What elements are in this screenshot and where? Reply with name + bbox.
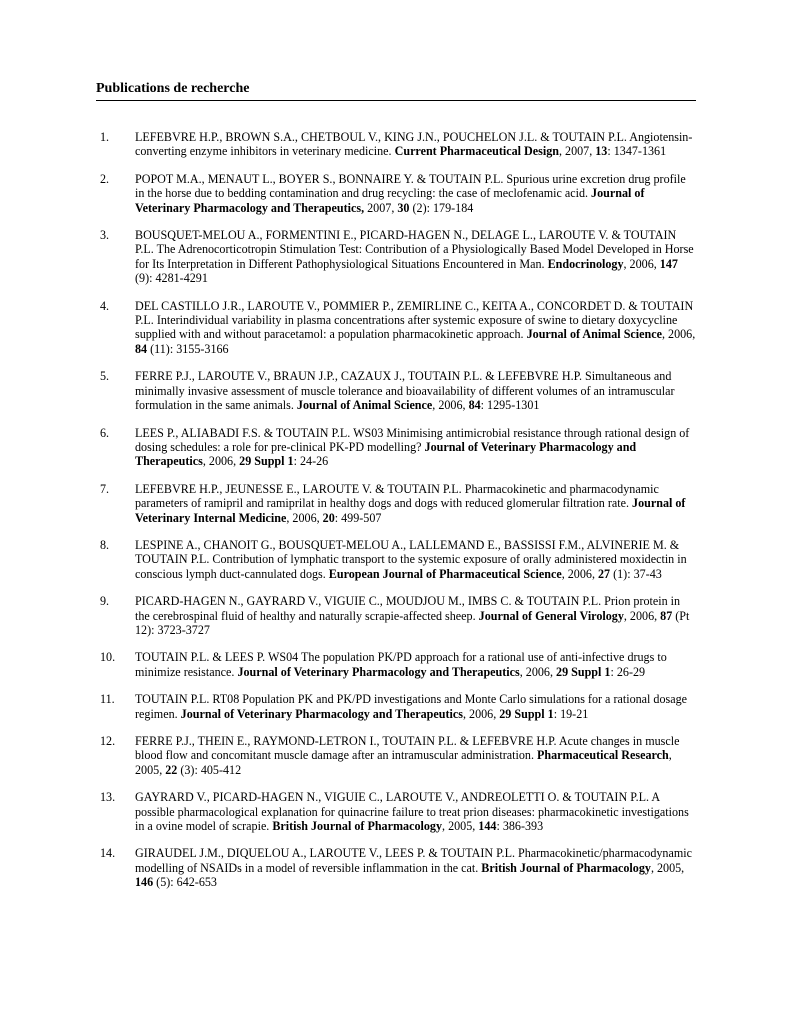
journal-name: Journal of Veterinary Pharmacology and Therapeutics (135, 439, 637, 469)
citation-pages: : 19-21 (553, 706, 589, 721)
journal-volume: 84 (468, 398, 481, 413)
publication-item (96, 846, 696, 889)
citation-year: , 2006, (661, 327, 696, 342)
publication-number: 3. (100, 228, 110, 243)
citation-pages: (9): 4281-4291 (135, 271, 208, 286)
publication-citation (135, 734, 696, 777)
publication-number: 1. (100, 130, 110, 144)
journal-name: Journal of Animal Science (296, 398, 433, 413)
publication-citation (135, 538, 696, 581)
citation-pages: (5): 642-653 (153, 875, 217, 890)
journal-volume: 147 (659, 256, 678, 271)
citation-text: BOUSQUET-MELOU A., FORMENTINI E., PICARD-HAGEN N., DELAGE L., LAROUTE V. & TOUTAIN P.L. The Adrenocorticotropin Stimulation Test: Contribution of a Physiologically Based Model Developed in Horse for Its Interpretation in Different Pathophysiological Situations Encountered in Man. (135, 228, 694, 271)
citation-text: GIRAUDEL J.M., DIQUELOU A., LAROUTE V., LEES P. & TOUTAIN P.L. Pharmacokinetic/pharmacodynamic modelling of NSAIDs in a model of reversible inflammation in the cat. (135, 846, 692, 875)
publication-number: 4. (100, 298, 110, 313)
journal-volume: 29 Suppl 1 (556, 664, 611, 679)
publication-citation (135, 426, 696, 469)
citation-pages: : 26-29 (610, 664, 646, 679)
journal-name: Journal of Veterinary Pharmacology and Therapeutics, (135, 186, 645, 215)
publication-item (96, 482, 696, 525)
citation-text: TOUTAIN P.L. & LEES P. WS04 The population PK/PD approach for a rational use of anti-infective drugs to minimize resistance. (135, 650, 667, 679)
citation-pages: (11): 3155-3166 (147, 341, 229, 356)
citation-pages: : 499-507 (334, 510, 382, 525)
publication-item (96, 369, 696, 412)
publication-citation (135, 594, 696, 637)
page-title: Publications de recherche (96, 80, 696, 101)
journal-name: Journal of General Virology (478, 608, 624, 623)
publication-citation (135, 172, 696, 215)
citation-year: , 2007, (558, 144, 596, 159)
citation-pages: (3): 405-412 (177, 762, 242, 777)
journal-volume: 27 (597, 566, 611, 581)
publication-citation (135, 482, 696, 525)
publication-item (96, 299, 696, 357)
journal-name: Journal of Veterinary Internal Medicine (135, 496, 686, 525)
citation-text: LEFEBVRE H.P., JEUNESSE E., LAROUTE V. & TOUTAIN P.L. Pharmacokinetic and pharmacodynamic parameters of ramipril and ramiprilat in healthy dogs and dogs with reduced glomerular filtration rate. (135, 481, 659, 511)
publication-item (96, 172, 696, 215)
publication-number: 11. (100, 692, 115, 707)
publication-citation (135, 790, 696, 833)
publication-item (96, 228, 696, 286)
citation-text: PICARD-HAGEN N., GAYRARD V., VIGUIE C., MOUDJOU M., IMBS C. & TOUTAIN P.L. Prion protein in the cerebrospinal fluid of healthy and naturally scrapie-affected sheep. (135, 594, 681, 623)
citation-year: 2007, (364, 200, 398, 215)
citation-pages: : 1347-1361 (607, 144, 667, 159)
publication-item (96, 130, 696, 159)
citation-year: , 2005, (135, 748, 672, 777)
citation-year: , 2006, (432, 398, 469, 413)
publication-item (96, 692, 696, 721)
publication-number: 10. (100, 650, 116, 665)
publication-number: 12. (100, 734, 116, 748)
journal-volume: 29 Suppl 1 (499, 706, 554, 721)
journal-volume: 29 Suppl 1 (239, 454, 294, 469)
publication-number: 13. (100, 790, 116, 805)
publication-citation (135, 299, 696, 357)
citation-text: POPOT M.A., MENAUT L., BOYER S., BONNAIRE Y. & TOUTAIN P.L. Spurious urine excretion drug profile in the horse due to bedding contamination and drug recycling: the case of meclofenamic acid. (135, 171, 686, 201)
journal-name: Endocrinology (547, 256, 624, 271)
publication-citation (135, 846, 696, 889)
publication-number: 14. (100, 846, 116, 861)
journal-name: British Journal of Pharmacology (481, 860, 651, 875)
citation-year: , 2006, (623, 608, 661, 623)
journal-volume: 146 (135, 875, 154, 890)
publication-citation (135, 369, 696, 412)
citation-year: , 2006, (202, 454, 240, 469)
publication-citation (135, 692, 696, 721)
publication-item (96, 426, 696, 469)
publication-number: 5. (100, 369, 110, 384)
citation-year: , 2006, (462, 706, 500, 721)
citation-year: , 2005, (650, 860, 685, 875)
publication-number: 8. (100, 537, 110, 552)
citation-text: FERRE P.J., THEIN E., RAYMOND-LETRON I., TOUTAIN P.L. & LEFEBVRE H.P. Acute changes in muscle blood flow and concomitant muscle damage after an intramuscular administration. (135, 734, 680, 763)
journal-name: Journal of Animal Science (526, 327, 662, 342)
publication-number: 9. (100, 594, 110, 609)
citation-year: , 2006, (286, 510, 323, 525)
journal-volume: 144 (478, 819, 497, 834)
citation-text: TOUTAIN P.L. RT08 Population PK and PK/PD investigations and Monte Carlo simulations for a rational dosage regimen. (135, 692, 687, 721)
publication-number: 7. (100, 481, 110, 496)
citation-text: LEFEBVRE H.P., BROWN S.A., CHETBOUL V., KING J.N., POUCHELON J.L. & TOUTAIN P.L. Angiotensin-converting enzyme inhibitors in veterinary medicine. (135, 130, 693, 159)
journal-volume: 22 (165, 762, 178, 777)
citation-pages: : 24-26 (293, 454, 329, 469)
journal-name: British Journal of Pharmacology (272, 819, 443, 834)
journal-volume: 30 (397, 200, 410, 215)
journal-volume: 87 (660, 608, 673, 623)
journal-name: Pharmaceutical Research (537, 748, 669, 763)
journal-name: Journal of Veterinary Pharmacology and Therapeutics (237, 664, 520, 679)
journal-volume: 13 (595, 144, 608, 159)
journal-name: European Journal of Pharmaceutical Science (328, 566, 562, 581)
publication-item (96, 594, 696, 637)
citation-pages: (1): 37-43 (610, 566, 662, 581)
publication-item (96, 650, 696, 679)
publication-list (96, 130, 696, 890)
citation-pages: (Pt 12): 3723-3727 (135, 608, 690, 637)
citation-text: GAYRARD V., PICARD-HAGEN N., VIGUIE C., LAROUTE V., ANDREOLETTI O. & TOUTAIN P.L. A possible pharmacological explanation for quinacrine failure to treat prion diseases: pharmacokinetic investigations in a ovine model of scrapie. (135, 790, 689, 834)
citation-text: LEES P., ALIABADI F.S. & TOUTAIN P.L. WS03 Minimising antimicrobial resistance through rational design of dosing schedules: a role for pre-clinical PK-PD modelling? (135, 425, 690, 454)
publication-number: 6. (100, 425, 110, 440)
publication-citation (135, 130, 696, 159)
citation-text: LESPINE A., CHANOIT G., BOUSQUET-MELOU A., LALLEMAND E., BASSISSI F.M., ALVINERIE M. & TOUTAIN P.L. Contribution of lymphatic transport to the systemic exposure of orally administered moxidectin in conscious lymph duct-cannulated dogs. (135, 537, 687, 581)
journal-name: Journal of Veterinary Pharmacology and Therapeutics (180, 706, 463, 721)
publication-citation (135, 650, 696, 679)
citation-text: FERRE P.J., LAROUTE V., BRAUN J.P., CAZAUX J., TOUTAIN P.L. & LEFEBVRE H.P. Simultaneous and minimally invasive assessment of muscle tolerance and bioavailability of different volumes of an intramuscular formulation in the same animals. (135, 369, 675, 413)
citation-pages: : 386-393 (496, 819, 544, 834)
citation-text: DEL CASTILLO J.R., LAROUTE V., POMMIER P., ZEMIRLINE C., KEITA A., CONCORDET D. & TOUTAIN P.L. Interindividual variability in plasma concentrations after systemic exposure of swine to dietary doxycycline supplied with and without paracetamol: a population pharmacokinetic approach. (135, 298, 694, 342)
publication-item (96, 538, 696, 581)
citation-year: , 2006, (519, 664, 557, 679)
publication-item (96, 734, 696, 777)
citation-year: , 2006, (561, 566, 598, 581)
journal-volume: 20 (322, 510, 335, 525)
citation-year: , 2006, (623, 256, 660, 271)
publication-number: 2. (100, 171, 110, 186)
citation-year: , 2005, (442, 819, 479, 834)
publication-item (96, 790, 696, 833)
journal-volume: 84 (135, 341, 148, 356)
citation-pages: (2): 179-184 (409, 200, 474, 215)
journal-name: Current Pharmaceutical Design (394, 144, 559, 159)
citation-pages: : 1295-1301 (480, 398, 540, 413)
publication-citation (135, 228, 696, 286)
